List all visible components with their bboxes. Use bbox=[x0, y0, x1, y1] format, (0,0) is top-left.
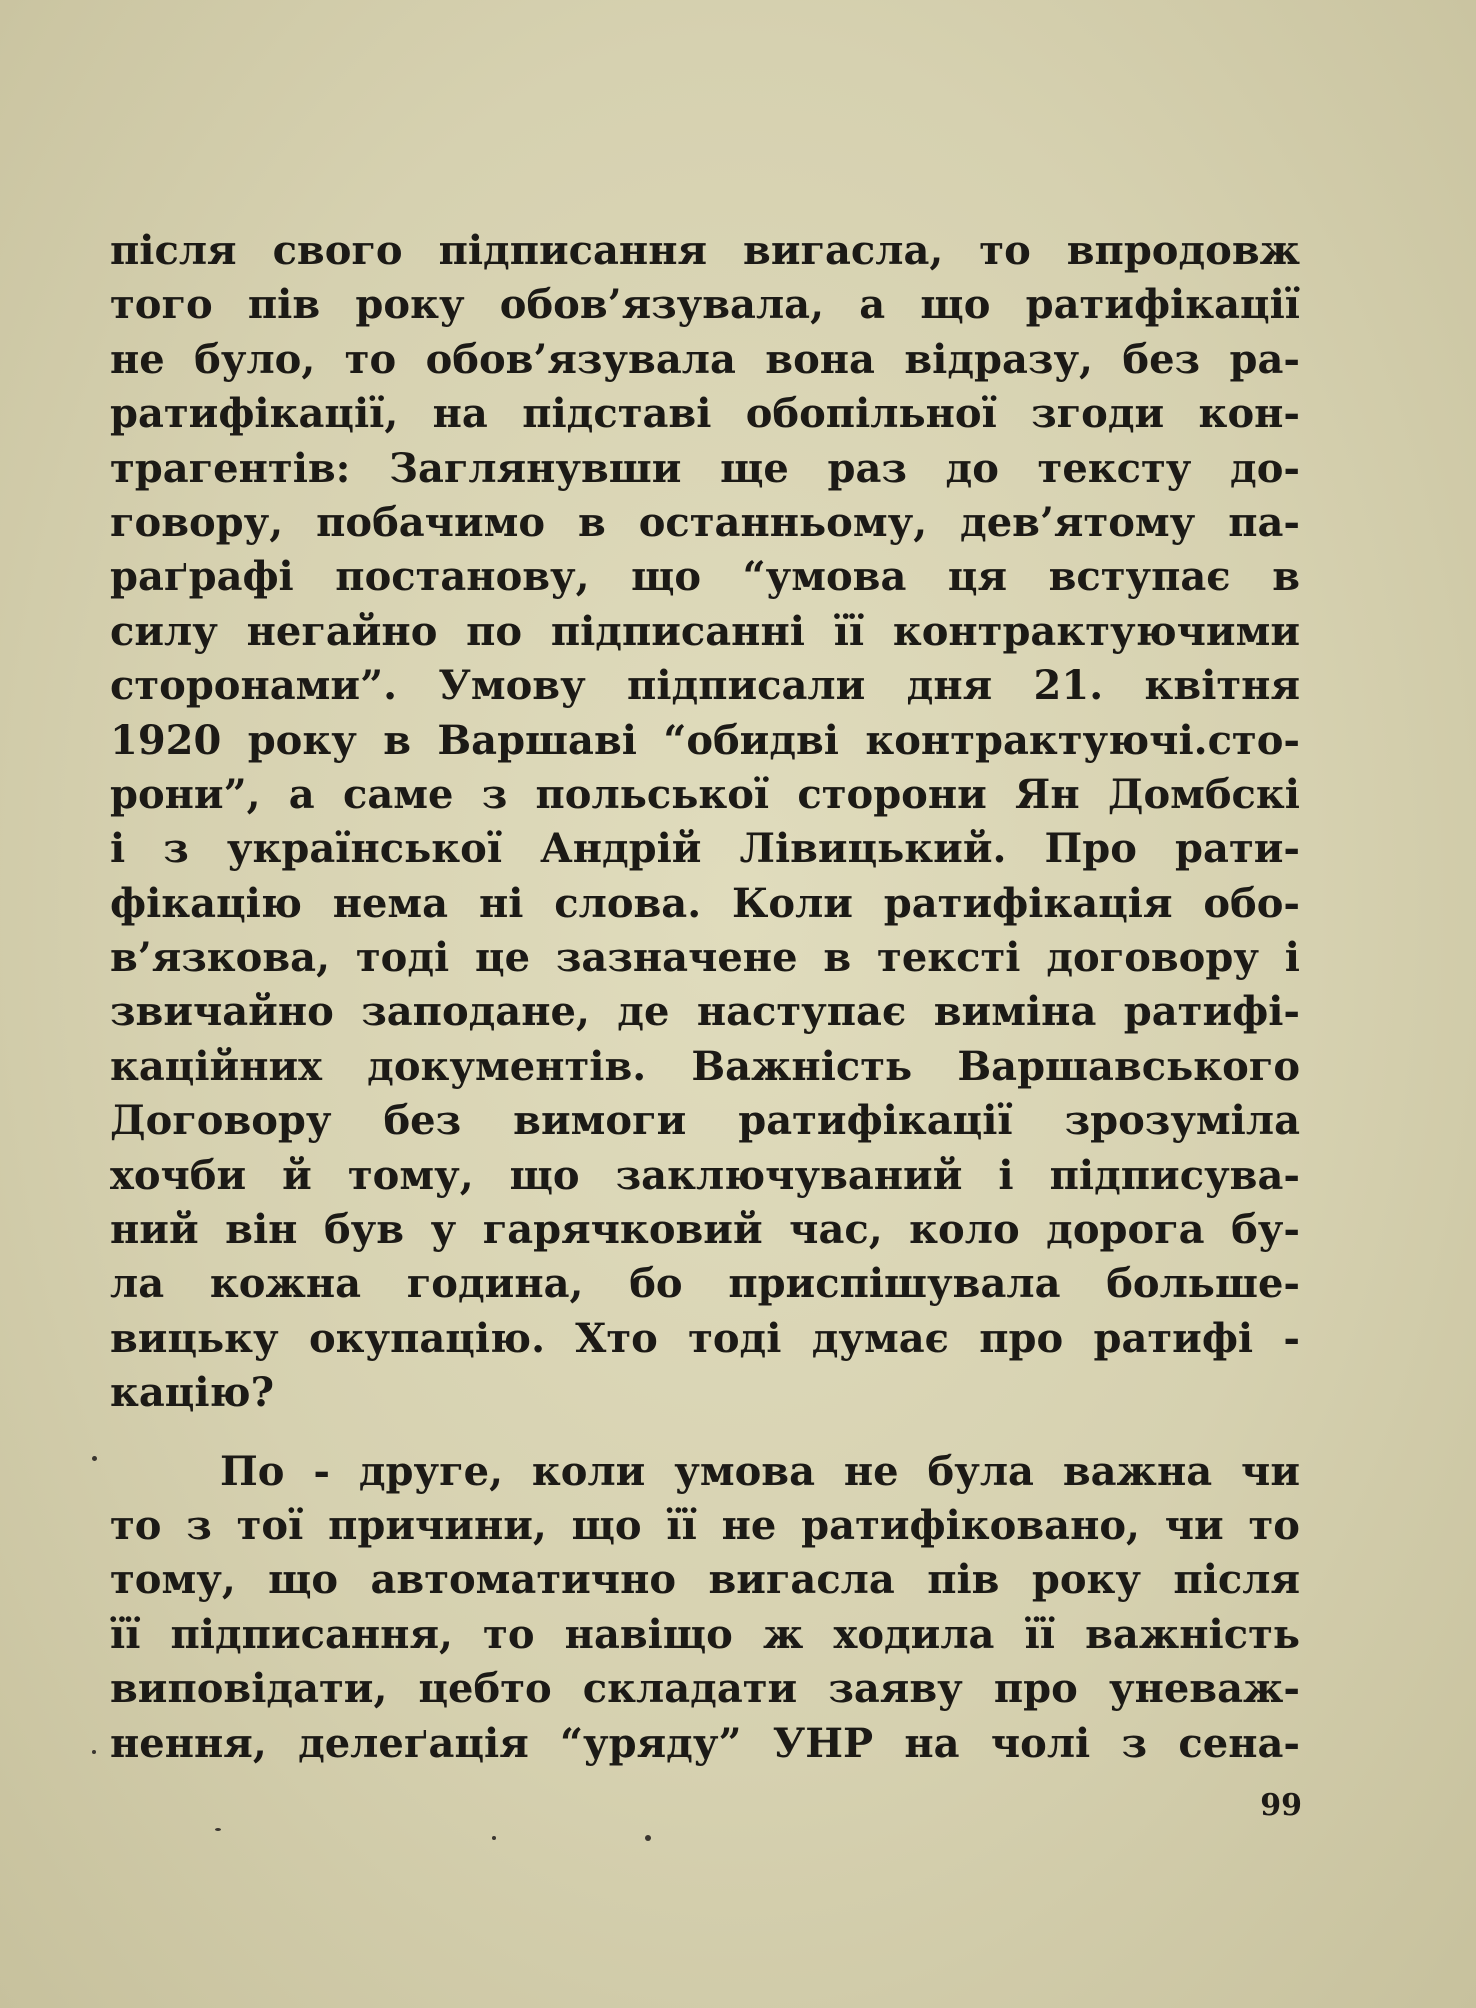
text-line: ратифікації, на підставі обопільної згоди кон- bbox=[110, 390, 1300, 438]
text-line: в’язкова, тоді це зазначене в тексті договору і bbox=[110, 934, 1300, 982]
text-line: хочби й тому, що заключуваний і підписува- bbox=[110, 1151, 1300, 1199]
text-line: 1920 року в Варшаві “обидві контрактуючі.сто- bbox=[110, 716, 1300, 764]
text-line: після свого підписання вигасла, то впродовж bbox=[110, 227, 1300, 274]
text-line: силу негайно по підписанні її контрактуючими bbox=[110, 607, 1300, 655]
text-line: її підписання, то навіщо ж ходила її важність bbox=[110, 1610, 1300, 1658]
text-line: раґрафі постанову, що “умова ця вступає в bbox=[110, 553, 1300, 601]
text-line: то з тої причини, що її не ратифіковано, чи то bbox=[110, 1501, 1300, 1549]
text-line: ний він був у гарячковий час, коло дорога бу- bbox=[110, 1206, 1300, 1254]
text-line: кацію? bbox=[110, 1369, 275, 1417]
paragraph-2 bbox=[110, 1445, 1300, 1771]
text-line: рони”, а саме з польської сторони Ян Домбскі bbox=[110, 770, 1300, 818]
text-line: сторонами”. Умову підписали дня 21. квітня bbox=[110, 662, 1300, 710]
text-line: звичайно заподане, де наступає виміна ратифі- bbox=[110, 988, 1300, 1036]
text-line: виповідати, цебто складати заяву про уневаж- bbox=[110, 1665, 1300, 1713]
text-line: тому, що автоматично вигасла пів року після bbox=[110, 1556, 1300, 1604]
text-line: нення, делеґація “уряду” УНР на чолі з сена- bbox=[110, 1719, 1300, 1767]
text-line: вицьку окупацію. Хто тоді думає про ратифі - bbox=[110, 1314, 1300, 1362]
text-line: По - друге, коли умова не була важна чи bbox=[220, 1447, 1300, 1495]
text-line: говору, побачимо в останньому, дев’ятому па- bbox=[110, 498, 1300, 546]
ink-speck bbox=[215, 1828, 221, 1831]
ink-speck bbox=[492, 1836, 496, 1840]
text-line: трагентів: Заглянувши ще раз до тексту до- bbox=[110, 444, 1300, 492]
text-line: фікацію нема ні слова. Коли ратифікація обо- bbox=[110, 879, 1300, 927]
text-line: не було, то обов’язувала вона відразу, без ра- bbox=[110, 335, 1300, 383]
paragraph-1 bbox=[110, 224, 1300, 1421]
page-number: 99 bbox=[1260, 1788, 1302, 1823]
ink-speck bbox=[92, 1750, 96, 1754]
text-line: каційних документів. Важність Варшавського bbox=[110, 1042, 1300, 1090]
text-line: Договору без вимоги ратифікації зрозуміла bbox=[110, 1097, 1300, 1145]
ink-speck bbox=[92, 1456, 97, 1461]
text-line: і з української Андрій Лівицький. Про рати- bbox=[110, 825, 1300, 873]
ink-speck bbox=[645, 1835, 651, 1841]
body-text bbox=[110, 224, 1300, 1771]
paragraph-gap bbox=[110, 1421, 1300, 1445]
text-line: ла кожна година, бо приспішувала большe- bbox=[110, 1260, 1300, 1308]
text-line: того пів року обов’язувала, а що ратифікації bbox=[110, 281, 1300, 329]
